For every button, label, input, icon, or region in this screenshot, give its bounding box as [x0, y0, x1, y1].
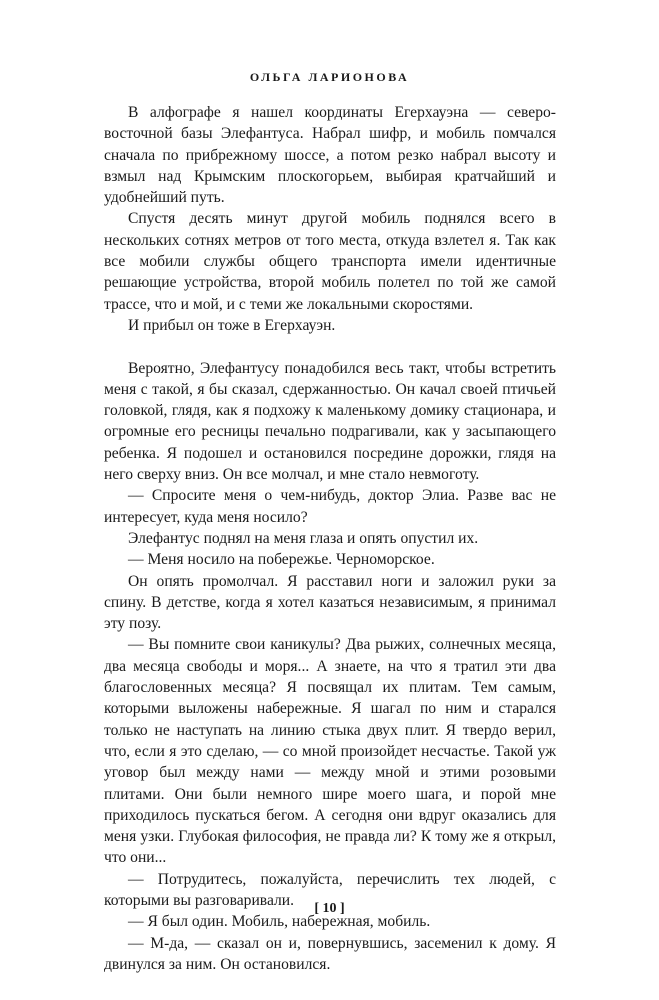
paragraph: — Спросите меня о чем-нибудь, доктор Элиа. Разве вас не интересует, куда меня носило?	[104, 487, 556, 526]
paragraph: Элефантус поднял на меня глаза и опять опустил их.	[128, 529, 479, 547]
paragraph: — М-да, — сказал он и, повернувшись, засеменил к дому. Я двинулся за ним. Он остановился.	[104, 934, 556, 973]
paragraph: В алфографе я нашел координаты Егерхауэна — северо-восточной базы Элефантуса. Набрал шифр, и мобиль помчался сначала по прибрежному шоссе, а потом резко набрал высоту и взмыл над Крымским плоскогорьем, выбирая кратчайший и удобнейший путь.	[104, 104, 556, 207]
paragraph: Спустя десять минут другой мобиль поднялся всего в нескольких сотнях метров от того места, откуда взлетел я. Так как все мобили службы общего транспорта имели идентичные решающие устройства, второй мобиль полетел по той же самой трассе, что и мой, и с теми же локальными скоростями.	[104, 210, 556, 313]
paragraph: Вероятно, Элефантусу понадобился весь такт, чтобы встретить меня с такой, я бы сказал, сдержанностью. Он качал своей птичьей головкой, глядя, как я подхожу к маленькому домику стационара, и огромные его ресницы печально подрагивали, как у засыпающего ребенка. Я подошел и остановился посредине дорожки, глядя на него сверху вниз. Он все молчал, и мне стало невмоготу.	[104, 359, 556, 484]
paragraph: — Меня носило на побережье. Черноморское.	[128, 551, 435, 569]
paragraph: Он опять промолчал. Я расставил ноги и заложил руки за спину. В детстве, когда я хотел казаться независимым, я принимал эту позу.	[104, 572, 556, 633]
running-title: ОЛЬГА ЛАРИОНОВА	[249, 70, 410, 84]
body-text	[104, 102, 556, 975]
paragraph: — Вы помните свои каникулы? Два рыжих, солнечных месяца, два месяца свободы и моря... А знаете, на что я тратил эти два благословенных месяца? Я посвящал их плитам. Тем самым, которыми выложены набережные. Я шагал по ним и старался только не наступать на линию стыка двух плит. Я твердо верил, что, если я это сделаю, — со мной произойдет несчастье. Такой уж уговор был между нами — между мной и этими розовыми плитами. Они были немного шире моего шага, и порой мне приходилось пускаться бегом. А сегодня они вдруг оказались для меня узки. Глубокая философия, не правда ли? К тому же я открыл, что они...	[104, 636, 556, 867]
paragraph: — Я был один. Мобиль, набережная, мобиль.	[128, 913, 431, 931]
paragraph: И прибыл он тоже в Егерхауэн.	[128, 316, 336, 334]
paragraph: — Потрудитесь, пожалуйста, перечислить тех людей, с которыми вы разговаривали.	[104, 870, 556, 909]
page-number: [ 10 ]	[314, 901, 345, 916]
